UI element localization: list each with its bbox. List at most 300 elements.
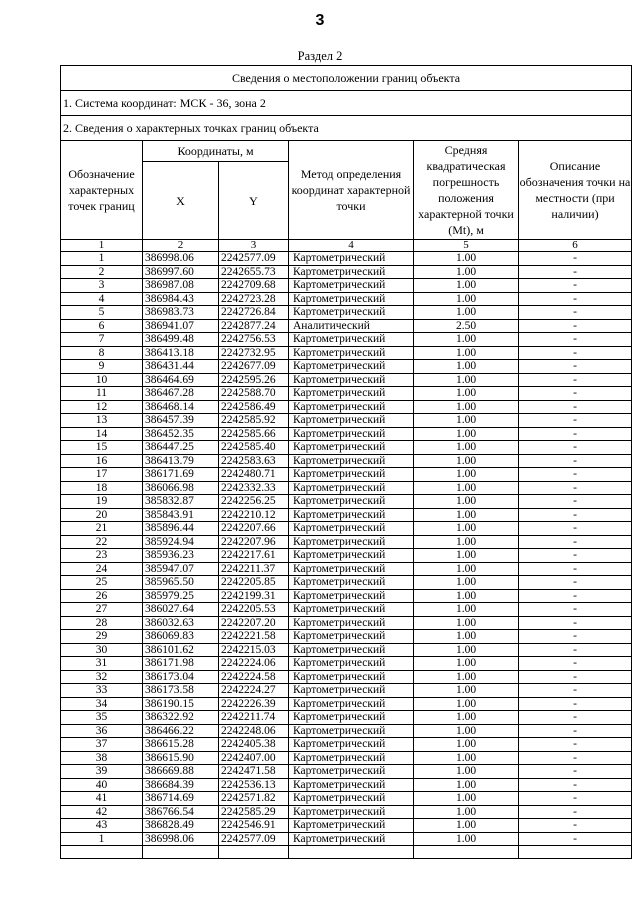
error-cell: 1.00 [414, 616, 519, 630]
error-cell: 1.00 [414, 495, 519, 509]
description-cell: - [519, 360, 632, 374]
y-coordinate-cell: 2242207.20 [219, 616, 289, 630]
method-cell: Картометрический [289, 603, 414, 617]
point-number-cell: 24 [61, 562, 143, 576]
description-cell: - [519, 630, 632, 644]
error-cell: 1.00 [414, 522, 519, 536]
y-coordinate-cell: 2242248.06 [219, 724, 289, 738]
x-coordinate-cell: 386466.22 [143, 724, 219, 738]
y-coordinate-cell: 2242585.92 [219, 414, 289, 428]
header-coordinates: Координаты, м [143, 141, 289, 162]
point-number-cell: 13 [61, 414, 143, 428]
table-row [61, 400, 632, 414]
column-number: 3 [219, 240, 289, 252]
y-coordinate-cell: 2242546.91 [219, 819, 289, 833]
y-coordinate-cell: 2242211.37 [219, 562, 289, 576]
point-number-cell: 25 [61, 576, 143, 590]
method-cell: Картометрический [289, 832, 414, 846]
description-cell: - [519, 333, 632, 347]
error-cell: 1.00 [414, 427, 519, 441]
point-number-cell: 26 [61, 589, 143, 603]
table-row [61, 751, 632, 765]
table-row [61, 589, 632, 603]
x-coordinate-cell: 386983.73 [143, 306, 219, 320]
column-number: 2 [143, 240, 219, 252]
y-coordinate-cell: 2242732.95 [219, 346, 289, 360]
method-cell: Картометрический [289, 765, 414, 779]
description-cell: - [519, 751, 632, 765]
y-coordinate-cell: 2242217.61 [219, 549, 289, 563]
x-coordinate-cell: 386190.15 [143, 697, 219, 711]
description-cell: - [519, 265, 632, 279]
table-row [61, 724, 632, 738]
method-cell: Картометрический [289, 778, 414, 792]
description-cell: - [519, 306, 632, 320]
error-cell: 1.00 [414, 778, 519, 792]
error-cell: 1.00 [414, 508, 519, 522]
x-coordinate-cell: 386171.98 [143, 657, 219, 671]
table-row [61, 697, 632, 711]
x-coordinate-cell: 386101.62 [143, 643, 219, 657]
point-number-cell: 21 [61, 522, 143, 536]
method-cell: Картометрический [289, 468, 414, 482]
description-cell: - [519, 252, 632, 266]
table-row [61, 387, 632, 401]
error-cell: 1.00 [414, 657, 519, 671]
table-row [61, 819, 632, 833]
point-number-cell: 41 [61, 792, 143, 806]
description-cell: - [519, 603, 632, 617]
description-cell: - [519, 454, 632, 468]
description-cell: - [519, 616, 632, 630]
point-number-cell: 2 [61, 265, 143, 279]
empty-row [61, 846, 632, 859]
point-number-cell: 28 [61, 616, 143, 630]
y-coordinate-cell: 2242677.09 [219, 360, 289, 374]
point-number-cell: 3 [61, 279, 143, 293]
point-number-cell: 30 [61, 643, 143, 657]
x-coordinate-cell: 386766.54 [143, 805, 219, 819]
point-number-cell: 40 [61, 778, 143, 792]
table-row [61, 778, 632, 792]
description-cell: - [519, 832, 632, 846]
x-coordinate-cell: 385965.50 [143, 576, 219, 590]
y-coordinate-cell: 2242709.68 [219, 279, 289, 293]
error-cell: 1.00 [414, 670, 519, 684]
table-row [61, 481, 632, 495]
point-number-cell: 27 [61, 603, 143, 617]
table-row [61, 427, 632, 441]
y-coordinate-cell: 2242583.63 [219, 454, 289, 468]
point-number-cell: 34 [61, 697, 143, 711]
y-coordinate-cell: 2242726.84 [219, 306, 289, 320]
y-coordinate-cell: 2242332.33 [219, 481, 289, 495]
description-cell: - [519, 522, 632, 536]
y-coordinate-cell: 2242723.28 [219, 292, 289, 306]
description-cell: - [519, 400, 632, 414]
empty-cell [519, 846, 632, 859]
method-cell: Картометрический [289, 805, 414, 819]
error-cell: 1.00 [414, 589, 519, 603]
error-cell: 1.00 [414, 441, 519, 455]
y-coordinate-cell: 2242407.00 [219, 751, 289, 765]
method-cell: Картометрический [289, 373, 414, 387]
description-cell: - [519, 279, 632, 293]
error-cell: 1.00 [414, 252, 519, 266]
point-number-cell: 6 [61, 319, 143, 333]
header-method: Метод определения координат характерной точки [289, 141, 414, 240]
table-row [61, 562, 632, 576]
table-title: Сведения о местоположении границ объекта [61, 66, 632, 91]
x-coordinate-cell: 386987.08 [143, 279, 219, 293]
column-number: 1 [61, 240, 143, 252]
x-coordinate-cell: 386027.64 [143, 603, 219, 617]
y-coordinate-cell: 2242207.66 [219, 522, 289, 536]
method-cell: Картометрический [289, 576, 414, 590]
method-cell: Картометрический [289, 346, 414, 360]
y-coordinate-cell: 2242585.29 [219, 805, 289, 819]
method-cell: Картометрический [289, 454, 414, 468]
method-cell: Картометрический [289, 279, 414, 293]
point-number-cell: 43 [61, 819, 143, 833]
x-coordinate-cell: 386669.88 [143, 765, 219, 779]
table-row [61, 684, 632, 698]
table-row [61, 414, 632, 428]
method-cell: Картометрический [289, 495, 414, 509]
y-coordinate-cell: 2242471.58 [219, 765, 289, 779]
method-cell: Картометрический [289, 360, 414, 374]
table-row [61, 711, 632, 725]
error-cell: 1.00 [414, 724, 519, 738]
table-row [61, 535, 632, 549]
description-cell: - [519, 562, 632, 576]
y-coordinate-cell: 2242571.82 [219, 792, 289, 806]
description-cell: - [519, 576, 632, 590]
error-cell: 2.50 [414, 319, 519, 333]
header-point: Обозначение характерных точек границ [61, 141, 143, 240]
point-number-cell: 39 [61, 765, 143, 779]
error-cell: 1.00 [414, 697, 519, 711]
x-coordinate-cell: 386467.28 [143, 387, 219, 401]
error-cell: 1.00 [414, 684, 519, 698]
method-cell: Картометрический [289, 306, 414, 320]
method-cell: Картометрический [289, 562, 414, 576]
x-coordinate-cell: 386457.39 [143, 414, 219, 428]
method-cell: Картометрический [289, 589, 414, 603]
error-cell: 1.00 [414, 549, 519, 563]
y-coordinate-cell: 2242215.03 [219, 643, 289, 657]
error-cell: 1.00 [414, 481, 519, 495]
x-coordinate-cell: 386714.69 [143, 792, 219, 806]
x-coordinate-cell: 386173.04 [143, 670, 219, 684]
point-number-cell: 8 [61, 346, 143, 360]
error-cell: 1.00 [414, 576, 519, 590]
y-coordinate-cell: 2242224.58 [219, 670, 289, 684]
x-coordinate-cell: 386032.63 [143, 616, 219, 630]
method-cell: Картометрический [289, 292, 414, 306]
x-coordinate-cell: 386499.48 [143, 333, 219, 347]
y-coordinate-cell: 2242585.40 [219, 441, 289, 455]
description-cell: - [519, 549, 632, 563]
point-number-cell: 31 [61, 657, 143, 671]
table-row [61, 792, 632, 806]
description-cell: - [519, 778, 632, 792]
error-cell: 1.00 [414, 751, 519, 765]
y-coordinate-cell: 2242586.49 [219, 400, 289, 414]
method-cell: Картометрический [289, 414, 414, 428]
table-row [61, 292, 632, 306]
y-coordinate-cell: 2242595.26 [219, 373, 289, 387]
point-number-cell: 19 [61, 495, 143, 509]
table-row [61, 252, 632, 266]
x-coordinate-cell: 386173.58 [143, 684, 219, 698]
error-cell: 1.00 [414, 711, 519, 725]
x-coordinate-cell: 385924.94 [143, 535, 219, 549]
y-coordinate-cell: 2242405.38 [219, 738, 289, 752]
header-x: X [143, 162, 219, 240]
error-cell: 1.00 [414, 630, 519, 644]
point-number-cell: 23 [61, 549, 143, 563]
y-coordinate-cell: 2242224.06 [219, 657, 289, 671]
empty-cell [143, 846, 219, 859]
method-cell: Картометрический [289, 535, 414, 549]
error-cell: 1.00 [414, 279, 519, 293]
error-cell: 1.00 [414, 333, 519, 347]
description-cell: - [519, 427, 632, 441]
method-cell: Картометрический [289, 630, 414, 644]
y-coordinate-cell: 2242577.09 [219, 832, 289, 846]
description-cell: - [519, 657, 632, 671]
point-number-cell: 33 [61, 684, 143, 698]
x-coordinate-cell: 386464.69 [143, 373, 219, 387]
point-number-cell: 20 [61, 508, 143, 522]
x-coordinate-cell: 386998.06 [143, 832, 219, 846]
table-row [61, 576, 632, 590]
point-number-cell: 38 [61, 751, 143, 765]
description-cell: - [519, 670, 632, 684]
table-row [61, 279, 632, 293]
table-row [61, 670, 632, 684]
table-row [61, 495, 632, 509]
table-row [61, 832, 632, 846]
x-coordinate-cell: 386069.83 [143, 630, 219, 644]
y-coordinate-cell: 2242588.70 [219, 387, 289, 401]
method-cell: Картометрический [289, 441, 414, 455]
empty-cell [219, 846, 289, 859]
boundary-points-table [60, 65, 632, 859]
y-coordinate-cell: 2242756.53 [219, 333, 289, 347]
y-coordinate-cell: 2242256.25 [219, 495, 289, 509]
method-cell: Картометрический [289, 549, 414, 563]
header-description: Описание обозначения точки на местности (при наличии) [519, 141, 632, 240]
x-coordinate-cell: 386452.35 [143, 427, 219, 441]
x-coordinate-cell: 386447.25 [143, 441, 219, 455]
error-cell: 1.00 [414, 819, 519, 833]
table-row [61, 643, 632, 657]
error-cell: 1.00 [414, 643, 519, 657]
method-cell: Картометрический [289, 522, 414, 536]
y-coordinate-cell: 2242205.85 [219, 576, 289, 590]
error-cell: 1.00 [414, 373, 519, 387]
x-coordinate-cell: 385947.07 [143, 562, 219, 576]
empty-cell [414, 846, 519, 859]
y-coordinate-cell: 2242877.24 [219, 319, 289, 333]
description-cell: - [519, 387, 632, 401]
error-cell: 1.00 [414, 265, 519, 279]
description-cell: - [519, 589, 632, 603]
x-coordinate-cell: 385832.87 [143, 495, 219, 509]
header-y: Y [219, 162, 289, 240]
method-cell: Картометрический [289, 400, 414, 414]
method-cell: Картометрический [289, 616, 414, 630]
y-coordinate-cell: 2242226.39 [219, 697, 289, 711]
error-cell: 1.00 [414, 562, 519, 576]
x-coordinate-cell: 385896.44 [143, 522, 219, 536]
method-cell: Картометрический [289, 387, 414, 401]
point-number-cell: 42 [61, 805, 143, 819]
description-cell: - [519, 805, 632, 819]
method-cell: Картометрический [289, 657, 414, 671]
table-row [61, 603, 632, 617]
point-number-cell: 7 [61, 333, 143, 347]
point-number-cell: 12 [61, 400, 143, 414]
point-number-cell: 4 [61, 292, 143, 306]
error-cell: 1.00 [414, 292, 519, 306]
description-cell: - [519, 292, 632, 306]
description-cell: - [519, 481, 632, 495]
table-row [61, 630, 632, 644]
method-cell: Аналитический [289, 319, 414, 333]
description-cell: - [519, 684, 632, 698]
point-number-cell: 14 [61, 427, 143, 441]
table-row [61, 346, 632, 360]
description-cell: - [519, 697, 632, 711]
column-number: 5 [414, 240, 519, 252]
table-row [61, 360, 632, 374]
table-row [61, 805, 632, 819]
x-coordinate-cell: 386468.14 [143, 400, 219, 414]
table-row [61, 441, 632, 455]
description-cell: - [519, 414, 632, 428]
x-coordinate-cell: 386984.43 [143, 292, 219, 306]
point-number-cell: 22 [61, 535, 143, 549]
point-number-cell: 18 [61, 481, 143, 495]
y-coordinate-cell: 2242207.96 [219, 535, 289, 549]
section-title: Раздел 2 [297, 49, 343, 63]
x-coordinate-cell: 386684.39 [143, 778, 219, 792]
method-cell: Картометрический [289, 819, 414, 833]
y-coordinate-cell: 2242199.31 [219, 589, 289, 603]
empty-cell [289, 846, 414, 859]
table-row [61, 657, 632, 671]
table-row [61, 306, 632, 320]
column-number: 6 [519, 240, 632, 252]
method-cell: Картометрический [289, 697, 414, 711]
method-cell: Картометрический [289, 792, 414, 806]
table-row [61, 454, 632, 468]
page-number: 3 [315, 12, 325, 29]
table-row [61, 616, 632, 630]
description-cell: - [519, 738, 632, 752]
point-number-cell: 17 [61, 468, 143, 482]
x-coordinate-cell: 386615.28 [143, 738, 219, 752]
x-coordinate-cell: 386828.49 [143, 819, 219, 833]
error-cell: 1.00 [414, 792, 519, 806]
point-number-cell: 15 [61, 441, 143, 455]
point-number-cell: 32 [61, 670, 143, 684]
y-coordinate-cell: 2242655.73 [219, 265, 289, 279]
description-cell: - [519, 643, 632, 657]
coordinate-system: 1. Система координат: МСК - 36, зона 2 [61, 91, 632, 116]
method-cell: Картометрический [289, 481, 414, 495]
point-number-cell: 1 [61, 252, 143, 266]
description-cell: - [519, 711, 632, 725]
y-coordinate-cell: 2242480.71 [219, 468, 289, 482]
error-cell: 1.00 [414, 468, 519, 482]
description-cell: - [519, 792, 632, 806]
point-number-cell: 10 [61, 373, 143, 387]
x-coordinate-cell: 386413.79 [143, 454, 219, 468]
point-number-cell: 11 [61, 387, 143, 401]
method-cell: Картометрический [289, 265, 414, 279]
point-number-cell: 36 [61, 724, 143, 738]
column-number: 4 [289, 240, 414, 252]
error-cell: 1.00 [414, 346, 519, 360]
method-cell: Картометрический [289, 711, 414, 725]
error-cell: 1.00 [414, 832, 519, 846]
error-cell: 1.00 [414, 738, 519, 752]
y-coordinate-cell: 2242210.12 [219, 508, 289, 522]
description-cell: - [519, 495, 632, 509]
x-coordinate-cell: 385843.91 [143, 508, 219, 522]
point-number-cell: 1 [61, 832, 143, 846]
table-row [61, 765, 632, 779]
method-cell: Картометрический [289, 751, 414, 765]
error-cell: 1.00 [414, 535, 519, 549]
description-cell: - [519, 535, 632, 549]
method-cell: Картометрический [289, 684, 414, 698]
empty-cell [61, 846, 143, 859]
table-row [61, 333, 632, 347]
description-cell: - [519, 724, 632, 738]
y-coordinate-cell: 2242211.74 [219, 711, 289, 725]
description-cell: - [519, 441, 632, 455]
table-row [61, 508, 632, 522]
x-coordinate-cell: 386941.07 [143, 319, 219, 333]
description-cell: - [519, 319, 632, 333]
column-numbers-row [61, 240, 632, 252]
y-coordinate-cell: 2242224.27 [219, 684, 289, 698]
error-cell: 1.00 [414, 400, 519, 414]
x-coordinate-cell: 385979.25 [143, 589, 219, 603]
method-cell: Картометрический [289, 738, 414, 752]
y-coordinate-cell: 2242577.09 [219, 252, 289, 266]
x-coordinate-cell: 386171.69 [143, 468, 219, 482]
description-cell: - [519, 468, 632, 482]
point-number-cell: 9 [61, 360, 143, 374]
method-cell: Картометрический [289, 333, 414, 347]
x-coordinate-cell: 386997.60 [143, 265, 219, 279]
method-cell: Картометрический [289, 724, 414, 738]
y-coordinate-cell: 2242205.53 [219, 603, 289, 617]
x-coordinate-cell: 386431.44 [143, 360, 219, 374]
error-cell: 1.00 [414, 454, 519, 468]
point-number-cell: 37 [61, 738, 143, 752]
table-row [61, 549, 632, 563]
point-number-cell: 16 [61, 454, 143, 468]
error-cell: 1.00 [414, 387, 519, 401]
points-caption: 2. Сведения о характерных точках границ объекта [61, 116, 632, 141]
